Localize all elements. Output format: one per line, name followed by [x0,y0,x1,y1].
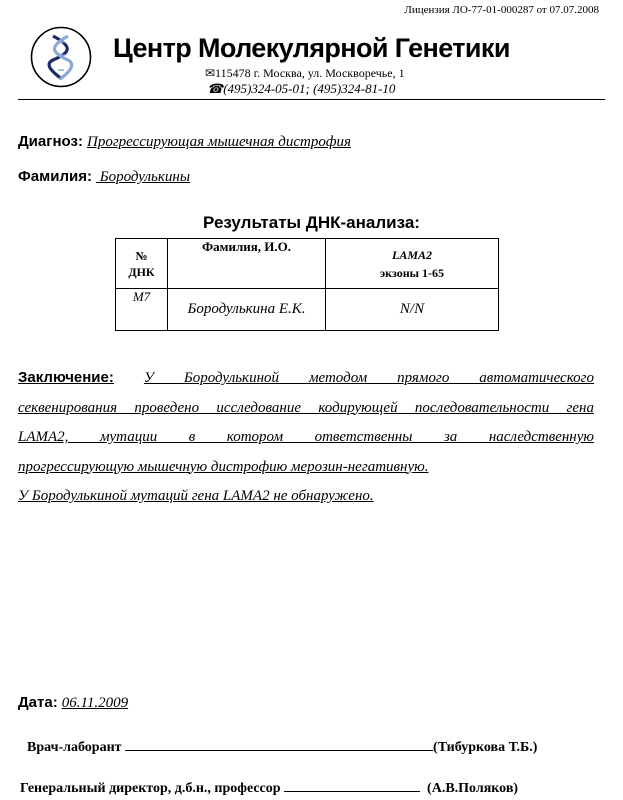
table-header-row [116,239,499,289]
address-line: ✉115478 г. Москва, ул. Москворечье, 1 [205,66,405,80]
organization-name: Центр Молекулярной Генетики [113,33,510,63]
header-name: Фамилия, И.О. [168,239,326,289]
header-divider [18,99,605,100]
surname-value: Бородулькины [99,169,190,185]
conclusion-line: У Бородулькиной мутаций гена LAMA2 не обнаружено. [18,488,374,504]
header-gene: LAMA2 экзоны 1-65 [326,239,499,289]
diagnosis-value: Прогрессирующая мышечная дистрофия [86,134,351,150]
date-label: Дата: [18,694,58,711]
conclusion-line: LAMA2, мутации в котором ответственны за наследственную [18,429,594,445]
results-table [115,238,499,331]
signature-name: (Тибуркова Т.Б.) [433,740,538,755]
dna-logo [30,26,92,88]
cell-dna-number: М7 [116,289,168,331]
diagnosis-line [18,133,351,151]
signature-lab-doctor [27,738,537,756]
header-dna-number: № ДНК [116,239,168,289]
conclusion-line: прогрессирующую мышечную дистрофию мерозин-негативную. [18,458,429,475]
conclusion-label: Заключение: [18,369,114,386]
cell-result: N/N [326,289,499,331]
signature-director [20,779,518,797]
signature-role: Генеральный директор, д.б.н., профессор [20,781,281,796]
conclusion-line: Заключение: У Бородулькиной методом прямого автоматического [18,369,594,386]
date-value: 06.11.2009 [61,695,129,711]
conclusion-line: секвенирования проведено исследование кодирующей последовательности гена [18,399,594,416]
surname-line [18,168,190,186]
cell-patient-name: Бородулькина Е.К. [168,289,326,331]
results-title: Результаты ДНК-анализа: [203,213,420,232]
phone-numbers: ☎(495)324-05-01; (495)324-81-10 [207,81,396,96]
signature-line [284,779,420,792]
table-row [116,289,499,331]
signature-line [125,738,433,751]
signature-role: Врач-лаборант [27,740,122,755]
date-line [18,694,128,712]
license-text: Лицензия ЛО-77-01-000287 от 07.07.2008 [404,4,599,16]
conclusion-block [18,363,594,512]
signature-name: (А.В.Поляков) [427,781,519,796]
diagnosis-label: Диагноз: [18,133,83,150]
surname-label: Фамилия: [18,168,92,185]
